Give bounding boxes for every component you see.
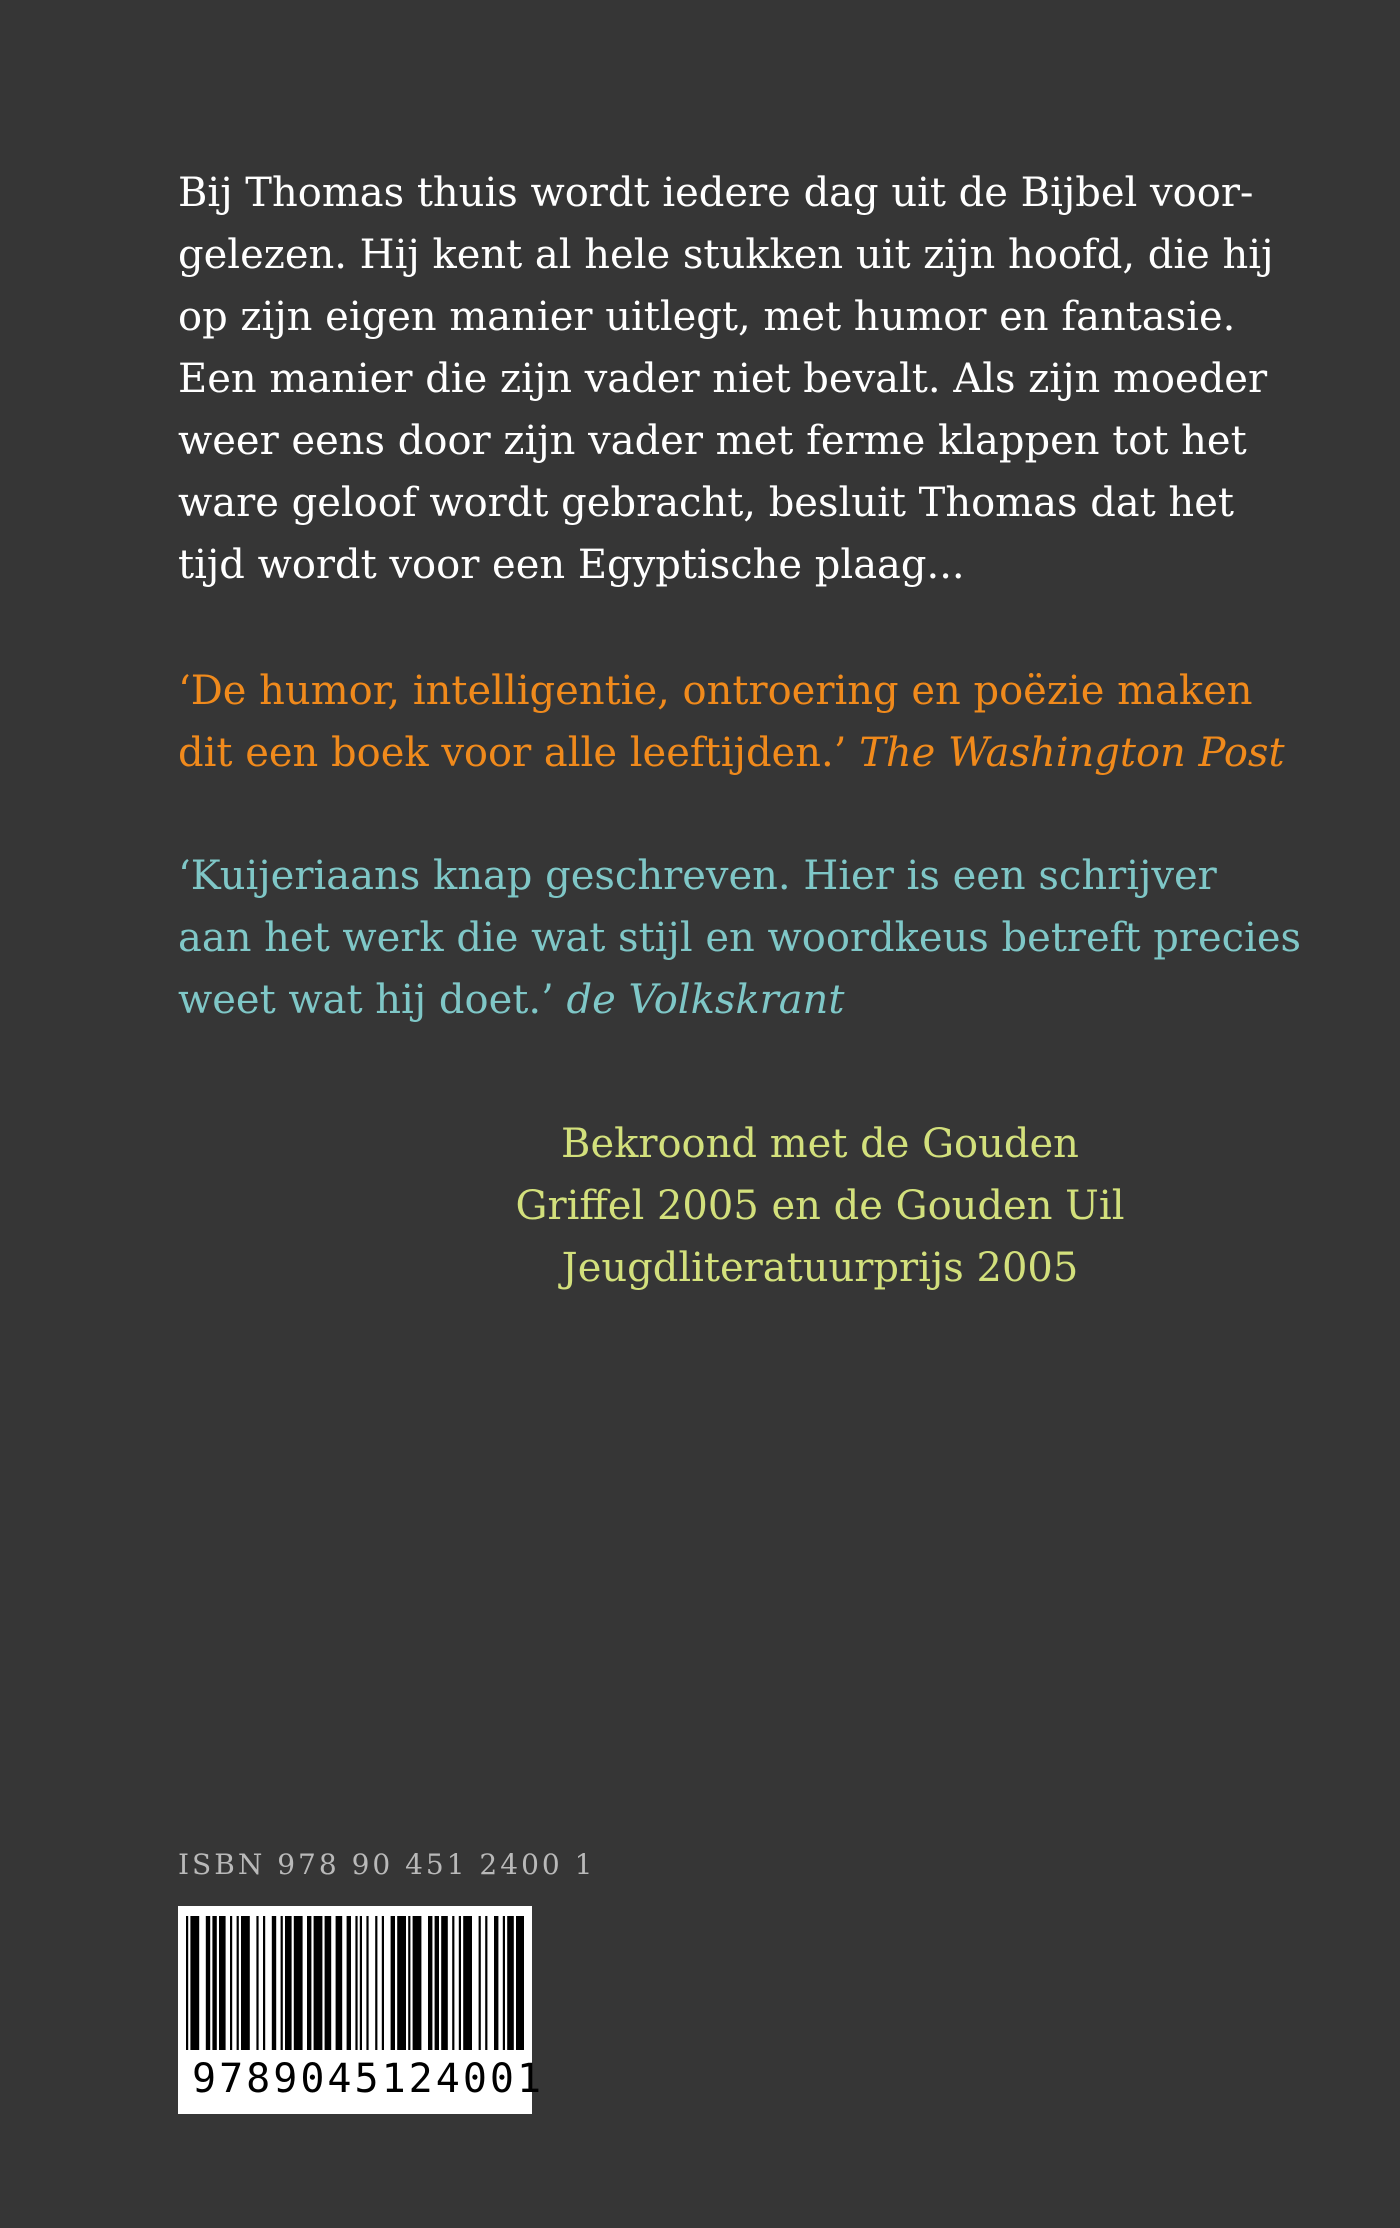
barcode-bar (397, 1916, 406, 2050)
barcode-bar (256, 1916, 258, 2050)
review-quote-washington-post (178, 660, 1285, 784)
barcode-bar (382, 1916, 384, 2050)
barcode-bar (281, 1916, 283, 2050)
barcode-bar (314, 1916, 323, 2050)
award-line: Griffel 2005 en de Gouden Uil (515, 1183, 1125, 1229)
isbn-label: ISBN 978 90 451 2400 1 (178, 1848, 596, 1881)
quote-line: aan het werk die wat stijl en woordkeus betreft precies (178, 915, 1302, 961)
barcode-bar (452, 1916, 454, 2050)
barcode-bar (503, 1916, 505, 2050)
blurb-line: weer eens door zijn vader met ferme klappen tot het (178, 418, 1247, 464)
barcode-bar (375, 1916, 377, 2050)
barcode-bar (285, 1916, 292, 2050)
barcode-bar (241, 1916, 250, 2050)
quote-line (178, 722, 1285, 784)
award-line: Bekroond met de Gouden (561, 1121, 1079, 1167)
blurb-line: Bij Thomas thuis wordt iedere dag uit de Bijbel voor- (178, 170, 1254, 216)
quote-source: The Washington Post (859, 730, 1285, 776)
barcode-bar (294, 1916, 303, 2050)
barcode-bar (186, 1916, 188, 2050)
blurb-line: tijd wordt voor een Egyptische plaag... (178, 542, 965, 588)
barcode-bar (325, 1916, 332, 2050)
blurb-line: gelezen. Hij kent al hele stukken uit zijn hoofd, die hij (178, 232, 1274, 278)
award-line: Jeugdliteratuurprijs 2005 (561, 1245, 1079, 1291)
barcode-bar (494, 1916, 498, 2050)
barcode-bar (206, 1916, 210, 2050)
award-text (500, 1113, 1140, 1299)
quote-line: ‘Kuijeriaans knap geschreven. Hier is een schrijver (178, 853, 1217, 899)
blurb-line: Een manier die zijn vader niet bevalt. Als zijn moeder (178, 356, 1268, 402)
barcode-bar (485, 1916, 487, 2050)
barcode-bar (413, 1916, 422, 2050)
barcode-bar (435, 1916, 439, 2050)
quote-text: weet wat hij doet.’ (178, 977, 554, 1023)
barcode-bar (391, 1916, 395, 2050)
quote-text: dit een boek voor alle leeftijden.’ (178, 730, 847, 776)
barcode-bar (219, 1916, 226, 2050)
barcode-bar (237, 1916, 239, 2050)
barcode-bar (190, 1916, 199, 2050)
barcode-bar (230, 1916, 232, 2050)
barcode-bar (441, 1916, 448, 2050)
barcode-bar (336, 1916, 343, 2050)
barcode-bar (355, 1916, 357, 2050)
barcode-bar (507, 1916, 514, 2050)
barcode-bar (307, 1916, 311, 2050)
barcode-bar (263, 1916, 265, 2050)
blurb-text (178, 162, 1274, 596)
blurb-line: ware geloof wordt gebracht, besluit Thomas dat het (178, 480, 1234, 526)
barcode-bar (272, 1916, 276, 2050)
barcode-bar (463, 1916, 472, 2050)
review-quote-volkskrant (178, 845, 1302, 1031)
barcode-bar (408, 1916, 410, 2050)
barcode-bar (428, 1916, 432, 2050)
blurb-line: op zijn eigen manier uitlegt, met humor en fantasie. (178, 294, 1236, 340)
barcode (178, 1906, 545, 2114)
barcode-bar (459, 1916, 461, 2050)
barcode-bar (347, 1916, 351, 2050)
barcode-bar (366, 1916, 368, 2050)
quote-line (178, 969, 1238, 1031)
barcode-bar (479, 1916, 481, 2050)
barcode-digits: 9789045124001 (192, 2056, 545, 2102)
barcode-bar (360, 1916, 362, 2050)
barcode-bar (516, 1916, 524, 2050)
quote-line: ‘De humor, intelligentie, ontroering en poëzie maken (178, 668, 1253, 714)
quote-source: de Volkskrant (566, 977, 845, 1023)
barcode-bar (212, 1916, 216, 2050)
